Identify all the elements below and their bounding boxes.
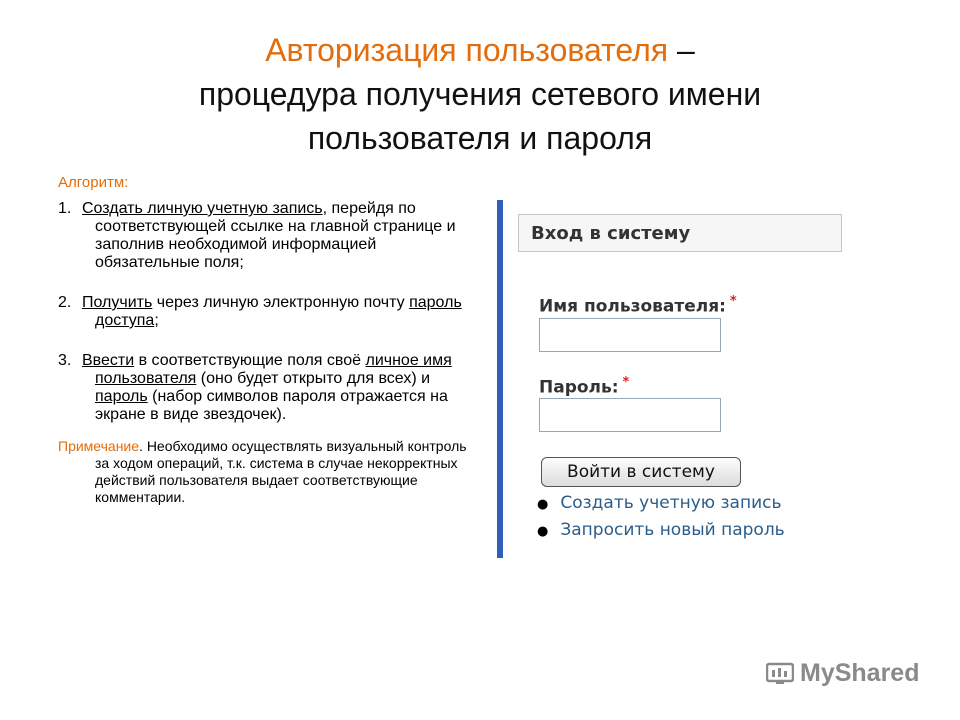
algorithm-step-1 xyxy=(58,200,478,272)
algorithm-label: Алгоритм: xyxy=(58,174,129,191)
login-header: Вход в систему xyxy=(518,214,842,252)
request-password-link[interactable] xyxy=(537,517,785,544)
title-accent: Авторизация пользователя xyxy=(265,32,669,68)
login-screenshot xyxy=(497,200,827,558)
step3-text-2: (оно будет открыто для всех) и xyxy=(196,370,431,387)
slide-title xyxy=(80,28,880,160)
required-mark: * xyxy=(622,375,630,390)
step3-text: в соответствующие поля своё xyxy=(134,352,366,369)
bullet-icon: ● xyxy=(537,497,549,512)
note-label: Примечание xyxy=(58,438,140,454)
step1-text: , перейдя по соответствующей ссылке на главной странице и заполнив необходимой информацией обязательные поля; xyxy=(95,200,456,271)
login-links xyxy=(537,490,785,544)
username-label-text: Имя пользователя: xyxy=(539,296,726,317)
step2-end: ; xyxy=(154,312,159,329)
note-text: . Необходимо осуществлять визуальный контроль за ходом операций, т.к. система в случае некорректных действий пользователя выдает соответствующие комментарии. xyxy=(95,438,467,505)
username-label xyxy=(539,294,737,317)
request-password-link-text: Запросить новый пароль xyxy=(560,520,785,540)
title-line-2: процедура получения сетевого имени xyxy=(198,76,762,112)
step3-link-text-3: пароль xyxy=(95,388,148,405)
title-line-3: пользователя и пароля xyxy=(307,120,653,156)
step3-link-text-2: личное имя пользователя xyxy=(95,352,452,387)
algorithm-section xyxy=(58,174,478,520)
logo-text: MyShared xyxy=(800,658,920,687)
panel-border xyxy=(497,200,503,558)
title-dash: – xyxy=(668,32,695,68)
step1-link-text: Создать личную учетную запись xyxy=(82,200,323,217)
step2-link-text: Получить xyxy=(82,294,153,311)
create-account-link[interactable] xyxy=(537,490,785,517)
myshared-logo-icon xyxy=(766,661,794,685)
algorithm-step-3 xyxy=(58,352,478,424)
create-account-link-text: Создать учетную запись xyxy=(560,493,782,513)
step3-link-text: Ввести xyxy=(82,352,135,369)
step-number: 3. xyxy=(58,352,72,369)
algorithm-step-2 xyxy=(58,294,478,330)
step-number: 1. xyxy=(58,200,72,217)
step-number: 2. xyxy=(58,294,72,311)
step2-link-text-2: пароль доступа xyxy=(95,294,462,329)
step2-text: через личную электронную почту xyxy=(152,294,410,311)
step3-end: (набор символов пароля отражается на экране в виде звездочек). xyxy=(95,388,448,423)
note xyxy=(58,438,478,506)
login-button[interactable]: Войти в систему xyxy=(541,457,741,487)
password-label xyxy=(539,375,629,398)
password-label-text: Пароль: xyxy=(539,377,619,398)
bullet-icon: ● xyxy=(537,524,549,539)
myshared-logo xyxy=(766,658,919,688)
required-mark: * xyxy=(729,294,737,309)
password-input[interactable] xyxy=(539,398,721,432)
username-input[interactable] xyxy=(539,318,721,352)
